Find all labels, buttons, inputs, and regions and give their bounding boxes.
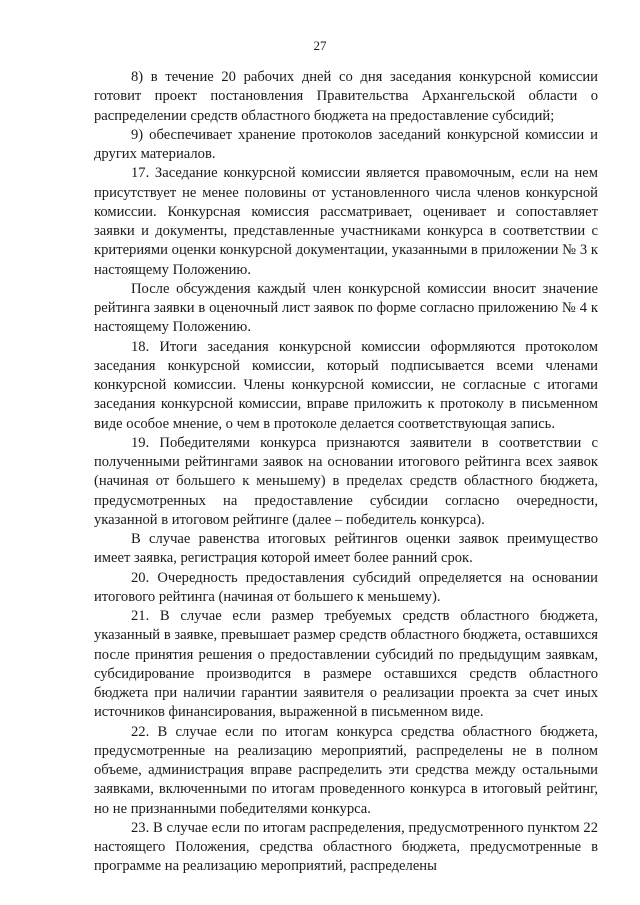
paragraph-clause-18: 18. Итоги заседания конкурсной комиссии оформляются протоколом заседания конкурсной комиссии, который подписывается всеми членами конкурсной комиссии. Члены конкурсной комиссии, не согласные с итогами заседания конкурсной комиссии, вправе приложить к протоколу в письменном виде особое мнение, о чем в протоколе делается соответствующая запись. (94, 338, 598, 432)
paragraph-item-9: 9) обеспечивает хранение протоколов заседаний конкурсной комиссии и других материалов. (94, 126, 598, 162)
paragraph-clause-19: 19. Победителями конкурса признаются заявители в соответствии с полученными рейтингами заявок на основании итогового рейтинга всех заявок (начиная от большего к меньшему) в пределах средств областного бюджета, предусмотренных на предоставление субсидии согласно очередности, указанной в итоговом рейтинге (далее – победитель конкурса). (94, 434, 598, 528)
paragraph-clause-22: 22. В случае если по итогам конкурса средства областного бюджета, предусмотренные на реализацию мероприятий, распределены не в полном объеме, администрация вправе распределить эти средства между остальными заявками, включенными по итогам проведенного конкурса в итоговый рейтинг, но не признанными победителями конкурса. (94, 723, 598, 817)
paragraph-clause-19-continued: В случае равенства итоговых рейтингов оценки заявок преимущество имеет заявка, регистрация которой имеет более ранний срок. (94, 531, 598, 567)
paragraph-clause-20: 20. Очередность предоставления субсидий определяется на основании итогового рейтинга (начиная от большего к меньшему). (94, 569, 598, 605)
paragraph-clause-21: 21. В случае если размер требуемых средств областного бюджета, указанный в заявке, превышает размер средств областного бюджета, оставшихся после принятия решения о предоставлении субсидий по предыдущим заявкам, субсидирование производится в размере оставшихся средств областного бюджета при наличии гарантии заявителя о реализации проекта за счет иных источников финансирования, выраженной в письменном виде. (94, 608, 598, 721)
paragraph-item-8: 8) в течение 20 рабочих дней со дня заседания конкурсной комиссии готовит проект постановления Правительства Архангельской области о распределении средств областного бюджета на предоставление субсидий; (94, 69, 598, 124)
paragraph-clause-23: 23. В случае если по итогам распределения, предусмотренного пунктом 22 настоящего Положения, средства областного бюджета, предусмотренные в программе на реализацию мероприятий, распределены (94, 819, 598, 875)
page-number: 27 (313, 38, 327, 53)
document-body (94, 68, 598, 877)
paragraph-clause-17-continued: После обсуждения каждый член конкурсной комиссии вносит значение рейтинга заявки в оценочный лист заявок по форме согласно приложению № 4 к настоящему Положению. (94, 280, 598, 336)
paragraph-clause-17: 17. Заседание конкурсной комиссии является правомочным, если на нем присутствует не менее половины от установленного числа членов конкурсной комиссии. Конкурсная комиссия рассматривает, оценивает и сопоставляет заявки и документы, представленные участниками конкурса в соответствии с критериями оценки конкурсной документации, указанными в приложении № 3 к настоящему Положению. (94, 165, 598, 278)
